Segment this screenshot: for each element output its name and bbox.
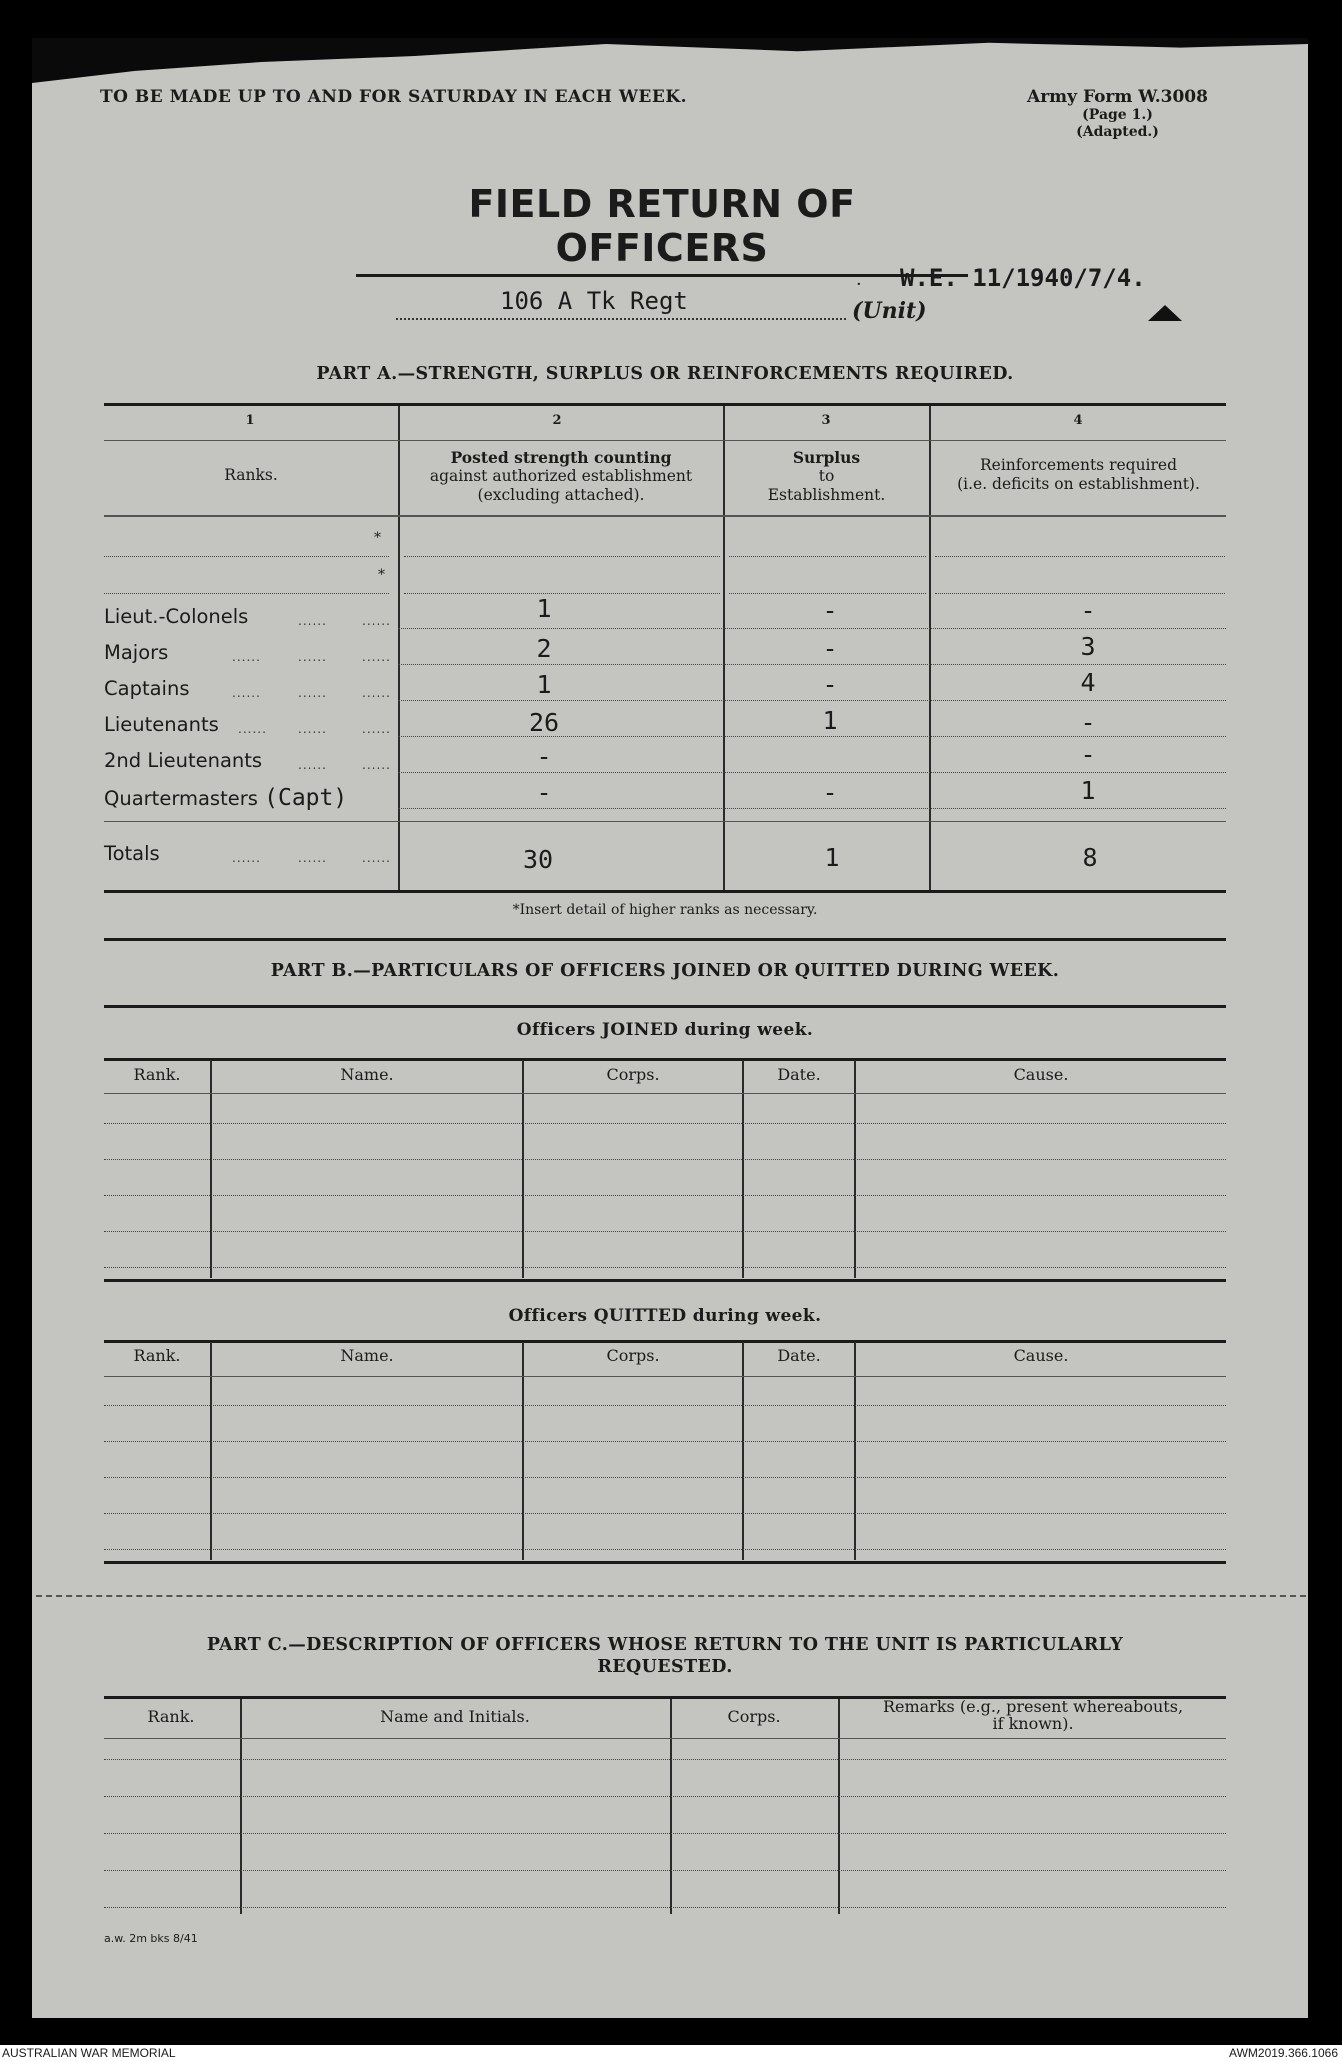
- printer-code: a.w. 2m bks 8/41: [104, 1932, 198, 1945]
- dotted-line: [398, 772, 1226, 773]
- col-number-2: 2: [552, 413, 562, 428]
- leader-dots: ......: [298, 851, 327, 865]
- rank-label: 2nd Lieutenants: [104, 749, 263, 772]
- tear-off-line: [36, 1595, 1306, 1597]
- totals-reinforcements: 8: [1082, 843, 1098, 872]
- unit-label: (Unit): [852, 298, 927, 324]
- dotted-line: [104, 1405, 1226, 1406]
- rank-label: Lieutenants: [104, 713, 219, 736]
- reinforcements-value: -: [1080, 708, 1096, 737]
- dotted-line: [398, 628, 1226, 629]
- instruction-text: TO BE MADE UP TO AND FOR SATURDAY IN EACH WEEK.: [100, 87, 688, 107]
- footnote: *Insert detail of higher ranks as necessary.: [512, 902, 818, 918]
- dotted-line: [104, 1549, 1226, 1550]
- surplus-value: 1: [822, 706, 838, 735]
- col-rank: Rank.: [133, 1346, 181, 1365]
- part-c-title: [104, 1634, 1226, 1678]
- rank-note: (Capt): [264, 785, 348, 811]
- posted-value: 1: [536, 594, 552, 623]
- dotted-line: [104, 556, 389, 557]
- totals-label: Totals: [104, 842, 160, 865]
- col-head-posted: [400, 448, 722, 505]
- table-bottom-rule: [104, 890, 1226, 893]
- leader-dots: ......: [362, 686, 391, 700]
- col-head-reinf-line2: (i.e. deficits on establishment).: [957, 475, 1200, 493]
- col-remarks-line2: if known).: [992, 1714, 1074, 1733]
- dotted-line: [104, 1759, 1226, 1760]
- section-rule: [104, 938, 1226, 941]
- dotted-line: [104, 1441, 1226, 1442]
- col-number-3: 3: [821, 413, 831, 428]
- dotted-line: [729, 556, 926, 557]
- rank-label: Majors: [104, 641, 169, 664]
- reinforcements-value: -: [1080, 740, 1096, 769]
- adapted-note: (Adapted.): [1076, 124, 1159, 140]
- dotted-line: [104, 1267, 1226, 1268]
- dotted-line: [398, 664, 1226, 665]
- col-divider: [210, 1342, 212, 1560]
- leader-dots: ......: [298, 722, 327, 736]
- part-a-title: PART A.—STRENGTH, SURPLUS OR REINFORCEMENTS REQUIRED.: [316, 364, 1014, 384]
- col-divider: [670, 1699, 672, 1914]
- posted-value: 2: [536, 634, 552, 663]
- rank-label-text: Quartermasters: [104, 787, 258, 810]
- col-divider: [742, 1342, 744, 1560]
- archive-name: AUSTRALIAN WAR MEMORIAL: [2, 2046, 176, 2060]
- col-cause: Cause.: [1013, 1065, 1069, 1084]
- dotted-line: [104, 1231, 1226, 1232]
- col-corps: Corps.: [727, 1707, 781, 1726]
- posted-value: -: [536, 742, 552, 771]
- part-c-title-line2: REQUESTED.: [597, 1657, 733, 1677]
- col-divider: [854, 1342, 856, 1560]
- quitted-title: Officers QUITTED during week.: [508, 1306, 822, 1326]
- dotted-line: [104, 1833, 1226, 1834]
- col-name: Name.: [340, 1346, 394, 1365]
- part-c-title-line1: PART C.—DESCRIPTION OF OFFICERS WHOSE RETURN TO THE UNIT IS PARTICULARLY: [206, 1635, 1124, 1655]
- leader-dots: ......: [298, 650, 327, 664]
- row-rule: [104, 440, 1226, 441]
- col-head-posted-line3: (excluding attached).: [477, 486, 645, 504]
- leader-dots: ......: [238, 722, 267, 736]
- joined-title: Officers JOINED during week.: [516, 1020, 814, 1040]
- dotted-line: [104, 593, 389, 594]
- reinforcements-value: -: [1080, 596, 1096, 625]
- surplus-value: -: [822, 778, 838, 807]
- dotted-line: [729, 593, 926, 594]
- leader-dots: ......: [362, 851, 391, 865]
- dotted-line: [404, 556, 720, 557]
- col-rank: Rank.: [133, 1065, 181, 1084]
- section-rule: [104, 1005, 1226, 1008]
- leader-dots: ......: [298, 686, 327, 700]
- totals-posted: 30: [522, 845, 554, 874]
- col-head-ranks: Ranks.: [224, 466, 278, 484]
- form-number-block: [1015, 87, 1220, 141]
- surplus-value: -: [822, 670, 838, 699]
- dotted-line: [104, 1796, 1226, 1797]
- unit-field-line: [396, 318, 846, 320]
- col-name-initials: Name and Initials.: [380, 1707, 530, 1726]
- col-divider: [522, 1342, 524, 1560]
- col-head-reinf-line1: Reinforcements required: [979, 456, 1178, 474]
- dotted-line: [104, 1907, 1226, 1908]
- table-top-rule: [104, 1340, 1226, 1343]
- leader-dots: ......: [362, 650, 391, 664]
- reinforcements-value: 3: [1080, 632, 1096, 661]
- week-ending-value: W.E. 11/1940/7/4.: [900, 264, 1146, 292]
- dotted-line: [935, 556, 1225, 557]
- col-date: Date.: [777, 1065, 821, 1084]
- leader-dots: ......: [298, 758, 327, 772]
- totals-surplus: 1: [824, 843, 840, 872]
- col-divider: [838, 1699, 840, 1914]
- dotted-line: [398, 808, 1226, 809]
- archive-id: AWM2019.366.1066: [1229, 2046, 1338, 2060]
- table-bottom-rule: [104, 1279, 1226, 1282]
- col-cause: Cause.: [1013, 1346, 1069, 1365]
- dotted-line: [104, 1195, 1226, 1196]
- rank-label: [104, 785, 347, 811]
- posted-value: 1: [536, 670, 552, 699]
- star-marker: *: [378, 567, 385, 583]
- leader-dots: ......: [232, 851, 261, 865]
- col-head-surplus: [725, 448, 928, 505]
- col-number-4: 4: [1073, 413, 1083, 428]
- row-rule: [104, 1738, 1226, 1739]
- surplus-value: -: [822, 634, 838, 663]
- col-head-reinforcements: [931, 456, 1226, 494]
- dotted-line: [104, 1870, 1226, 1871]
- dotted-line: [104, 1159, 1226, 1160]
- dotted-line: [398, 700, 1226, 701]
- leader-dots: ......: [362, 614, 391, 628]
- dotted-line: [398, 736, 1226, 737]
- part-b-title: PART B.—PARTICULARS OF OFFICERS JOINED OR QUITTED DURING WEEK.: [270, 961, 1060, 981]
- table-top-rule: [104, 1058, 1226, 1061]
- leader-dots: ......: [362, 722, 391, 736]
- reinforcements-value: 1: [1080, 776, 1096, 805]
- page-number: (Page 1.): [1082, 107, 1153, 123]
- col-number-1: 1: [245, 413, 255, 428]
- col-head-surplus-line2: to: [818, 467, 835, 485]
- archive-footer: [0, 2045, 1342, 2061]
- row-rule: [104, 1093, 1226, 1094]
- col-head-surplus-line3: Establishment.: [767, 486, 886, 504]
- row-rule: [104, 515, 1226, 517]
- col-name: Name.: [340, 1065, 394, 1084]
- col-remarks: [840, 1698, 1226, 1732]
- col-corps: Corps.: [606, 1065, 660, 1084]
- col-divider: [240, 1699, 242, 1914]
- dotted-line: [104, 1477, 1226, 1478]
- col-head-surplus-line1: Surplus: [792, 448, 861, 467]
- col-corps: Corps.: [606, 1346, 660, 1365]
- rank-label: Lieut.-Colonels: [104, 605, 249, 628]
- col-head-posted-line2: against authorized establishment: [429, 467, 693, 485]
- row-rule: [104, 821, 1226, 822]
- star-marker: *: [374, 530, 381, 546]
- col-remarks-line1: Remarks (e.g., present whereabouts,: [882, 1697, 1184, 1716]
- leader-dots: ......: [362, 758, 391, 772]
- table-bottom-rule: [104, 1561, 1226, 1564]
- surplus-value: -: [822, 596, 838, 625]
- reinforcements-value: 4: [1080, 668, 1096, 697]
- unit-value: 106 A Tk Regt: [500, 287, 688, 315]
- col-date: Date.: [777, 1346, 821, 1365]
- posted-value: 26: [528, 708, 560, 737]
- dotted-line: [935, 593, 1225, 594]
- dotted-line: [104, 1123, 1226, 1124]
- leader-dots: ......: [298, 614, 327, 628]
- rank-label: Captains: [104, 677, 190, 700]
- leader-dots: ......: [232, 686, 261, 700]
- row-rule: [104, 1376, 1226, 1377]
- col-head-posted-line1: Posted strength counting: [450, 448, 672, 467]
- dotted-line: [104, 1513, 1226, 1514]
- mark-dot: ·: [856, 274, 862, 295]
- posted-value: -: [536, 778, 552, 807]
- table-top-rule: [104, 403, 1226, 406]
- leader-dots: ......: [232, 650, 261, 664]
- arrow-mark-icon: [1148, 305, 1182, 321]
- page-title: FIELD RETURN OF OFFICERS: [356, 182, 968, 277]
- form-number: Army Form W.3008: [1027, 87, 1208, 107]
- col-rank: Rank.: [147, 1707, 195, 1726]
